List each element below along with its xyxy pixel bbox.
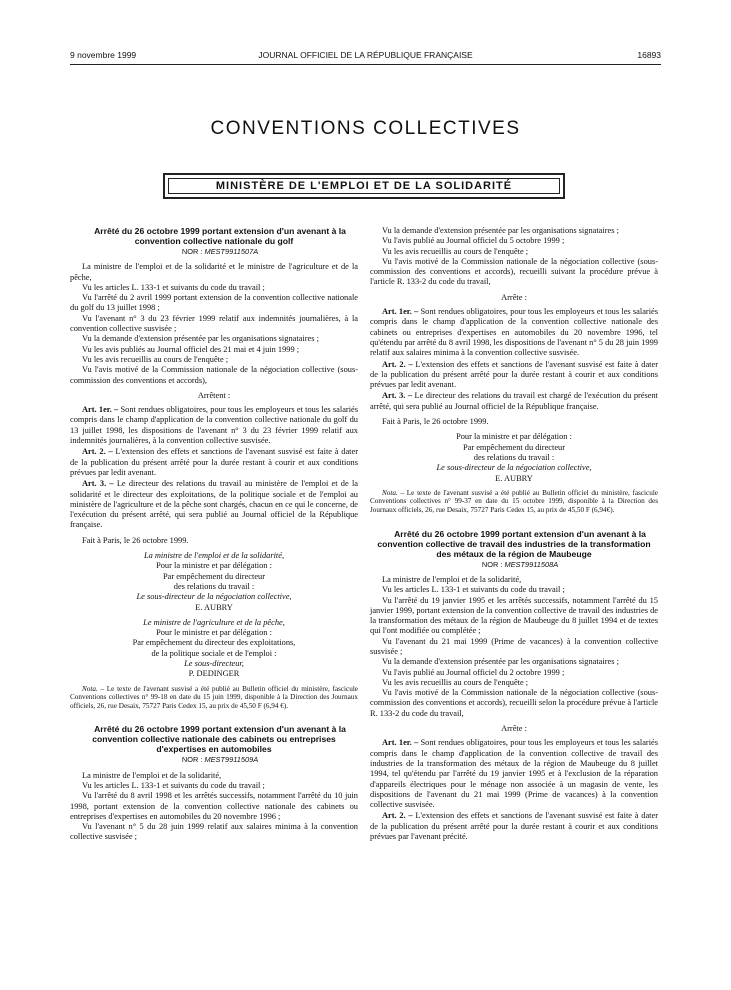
paragraph: Vu la demande d'extension présentée par les organisations signataires ; — [82, 334, 319, 344]
article-3: Art. 3. – Le directeur des relations du travail au ministère de l'emploi et de la solidarité et le directeur des exploitations, de la politique sociale et de l'emploi au ministère de l'agriculture et de la pêche sont chargés, chacun en ce qui le concerne, de l'exécution du présent arrêté, qui sera publié au Journal officiel de la République française. — [70, 479, 358, 530]
signature-line: Le sous-directeur de la négociation collective, — [136, 592, 292, 602]
done-at: Fait à Paris, le 26 octobre 1999. — [382, 417, 489, 427]
arrete-heading: Arrête : — [501, 292, 527, 302]
signature-line: Pour la ministre et par délégation : — [156, 561, 272, 571]
signature-line: Le ministre de l'agriculture et de la pêche, — [143, 617, 285, 627]
paragraph: Vu les articles L. 133-1 et suivants du code du travail ; — [382, 585, 565, 595]
article-1: Art. 1er. – Sont rendues obligatoires, pour tous les employeurs et tous les salariés compris dans le champ d'application de la convention collective de travail des industries de la transformation des métaux de la région de Maubeuge du 8 juillet 1994, tel qu'étendu par l'arrêté du 19 janvier 1995 et à l'exclusion de la réparation d'appareils électriques pour le ménage non associée à un magasin de vente, les dispositions de l'avenant du 21 mai 1999 (Prime de vacances) à la convention collective susvisée. — [370, 738, 659, 810]
signature-line: de la politique sociale et de l'emploi : — [151, 648, 277, 658]
nor-reference: NOR : MEST9911509A — [181, 755, 259, 765]
decree-title: Arrêté du 26 octobre 1999 portant extension d'un avenant à la convention collective nationale du golf — [94, 226, 346, 246]
signatory-name: E. AUBRY — [495, 473, 533, 483]
signature-line: Pour le ministre et par délégation : — [156, 628, 272, 638]
signature-line: Par empêchement du directeur des exploitations, — [132, 638, 296, 648]
paragraph: Vu l'avenant du 21 mai 1999 (Prime de vacances) à la convention collective susvisée ; — [370, 636, 658, 656]
signature-line: La ministre de l'emploi et de la solidarité, — [143, 551, 285, 561]
paragraph: Vu les avis recueillis au cours de l'enquête ; — [82, 354, 229, 364]
paragraph: Vu l'avenant n° 5 du 28 juin 1999 relatif aux salaires minima à la convention collective susvisée ; — [70, 822, 358, 842]
paragraph: Vu l'arrêté du 19 janvier 1995 et les arrêtés successifs, notamment l'arrêté du 15 janvier 1999, portant extension de la convention collective de travail des industries de la transformation des métaux de la région de Maubeuge du 8 juillet 1994 et de textes qui l'ont modifiée ou complétée ; — [370, 595, 658, 636]
article-1: Art. 1er. – Sont rendues obligatoires, pour tous les employeurs et tous les salariés compris dans le champ d'application de la convention collective nationale des cabinets ou entreprises d'expertises en automobiles du 20 novembre 1996, tel qu'étendu par arrêté du 8 avril 1998, les dispositions de l'avenant n° 5 du 28 juin 1999 relatif aux salaires minima à la convention collective susvisée. — [370, 307, 659, 358]
paragraph: La ministre de l'emploi et de la solidarité, — [82, 770, 222, 780]
signature-line: des relations du travail : — [173, 581, 255, 591]
right-column — [370, 226, 658, 842]
issue-date: 9 novembre 1999 — [70, 50, 137, 60]
paragraph: Vu les avis recueillis au cours de l'enquête ; — [382, 246, 529, 256]
page-number: 16893 — [637, 50, 661, 60]
signature-line: Par empêchement du directeur — [162, 571, 266, 581]
paragraph: Vu la demande d'extension présentée par les organisations signataires ; — [382, 226, 619, 235]
nor-reference: NOR : MEST9911507A — [181, 247, 259, 256]
nota: Nota. – Le texte de l'avenant susvisé a été publié au Bulletin officiel du ministère, fascicule Conventions collectives n° 99-37 en date du 15 octobre 1999, disponible à la Direction des Journaux officiels, 26, rue Desaix, 75727 Paris Cedex 15, au prix de 45,50 F (6,94€). — [370, 488, 659, 515]
paragraph: Vu les avis publiés au Journal officiel des 21 mai et 4 juin 1999 ; — [82, 344, 300, 354]
article-2: Art. 2. – L'extension des effets et sanctions de l'avenant susvisé est faite à dater de la publication du présent arrêté pour la durée restant à courir et aux conditions prévues par ledit avenant. — [370, 359, 658, 390]
paragraph: Vu l'avis motivé de la Commission nationale de la négociation collective (sous-commission des conventions et accords), recueilli selon la procédure prévue à l'article R. 133-2 du code du travail, — [370, 688, 658, 718]
decree-title: Arrêté du 26 octobre 1999 portant extension d'un avenant à la convention collective nationale des cabinets ou entreprises d'expertises en automobiles — [92, 724, 346, 755]
paragraph: Vu les articles L. 133-1 et suivants du code du travail ; — [82, 780, 265, 790]
arrete-heading: Arrête : — [501, 724, 527, 734]
paragraph: Vu l'avis motivé de la Commission nationale de la négociation collective (sous-commission des conventions et accords), recueilli suivant la procédure prévue à l'article R. 133-2 du code du travail, — [370, 256, 658, 287]
nota: Nota. – Le texte de l'avenant susvisé a été publié au Bulletin officiel du ministère, fascicule Conventions collectives n° 99-18 en date du 15 juin 1999, disponible à la Direction des Journaux officiels, 26, rue Desaix, 75727 Paris Cedex 15, au prix de 45,50 F (6,94 €). — [70, 684, 359, 710]
signature-line: Par empêchement du directeur — [462, 442, 566, 452]
paragraph: Vu la demande d'extension présentée par les organisations signataires ; — [382, 657, 619, 667]
section-title: CONVENTIONS COLLECTIVES — [210, 118, 521, 139]
decree-title: Arrêté du 26 octobre 1999 portant extension d'un avenant à la convention collective de travail des industries de la transformation des métaux de la région de Maubeuge — [377, 528, 651, 559]
done-at: Fait à Paris, le 26 octobre 1999. — [82, 535, 189, 545]
paragraph: Vu l'arrêté du 8 avril 1998 et les arrêtés successifs, notamment l'arrêté du 10 juin 1998, portant extension de la convention collective nationale des cabinets ou entreprises d'expertises en automobiles du 20 novembre 1996 ; — [70, 791, 358, 821]
signature-line: Pour la ministre et par délégation : — [456, 432, 572, 442]
article-3: Art. 3. – Le directeur des relations du travail est chargé de l'exécution du présent arrêté, qui sera publié au Journal officiel de la République française. — [370, 391, 659, 411]
paragraph: Vu l'avis publié au Journal officiel du 5 octobre 1999 ; — [382, 236, 565, 246]
paragraph: Vu l'avis publié au Journal officiel du 2 octobre 1999 ; — [382, 667, 565, 677]
signature-line: des relations du travail : — [473, 452, 555, 462]
arrete-heading: Arrêtent : — [197, 390, 231, 400]
running-head — [70, 50, 661, 65]
article-1: Art. 1er. – Sont rendues obligatoires, pour tous les employeurs et tous les salariés compris dans le champ d'application de la convention collective nationale du golf du 13 juillet 1998, les dispositions de l'avenant n° 3 du 23 février 1999 relatif aux indemnités journalières, à la convention collective susvisée. — [70, 405, 359, 446]
signature-line: Le sous-directeur, — [184, 658, 244, 668]
signatory-name: E. AUBRY — [195, 602, 233, 612]
paragraph: Vu l'arrêté du 2 avril 1999 portant extension de la convention collective nationale du golf du 13 juillet 1998 ; — [70, 293, 358, 313]
nor-reference: NOR : MEST9911508A — [481, 559, 559, 569]
paragraph: La ministre de l'emploi et de la solidarité, — [382, 574, 522, 584]
paragraph: Vu l'avis motivé de la Commission nationale de la négociation collective (sous-commission des conventions et accords), — [70, 365, 358, 385]
paragraph: Vu l'avenant n° 3 du 23 février 1999 relatif aux indemnités journalières, à la convention collective susvisée ; — [70, 313, 358, 334]
signature-line: Le sous-directeur de la négociation collective, — [436, 463, 592, 473]
paragraph: Vu les articles L. 133-1 et suivants du code du travail ; — [82, 282, 265, 292]
article-2: Art. 2. – L'extension des effets et sanctions de l'avenant susvisé est faite à dater de la publication du présent arrêté pour la durée restant à courir et aux conditions prévues par ledit avenant. — [70, 447, 358, 477]
paragraph: La ministre de l'emploi et de la solidarité et le ministre de l'agriculture et de la pêche, — [70, 262, 358, 282]
article-2: Art. 2. – L'extension des effets et sanctions de l'avenant susvisé est faite à dater de la publication du présent arrêté pour la durée restant à courir et aux conditions prévues par l'avenant précité. — [370, 811, 658, 842]
paragraph: Vu les avis recueillis au cours de l'enquête ; — [382, 677, 529, 687]
signatory-name: P. DEDINGER — [188, 669, 240, 679]
ministry-box — [163, 173, 565, 199]
ministry-name: MINISTÈRE DE L'EMPLOI ET DE LA SOLIDARITÉ — [168, 178, 560, 194]
journal-name: JOURNAL OFFICIEL DE LA RÉPUBLIQUE FRANÇAISE — [258, 50, 473, 60]
left-column — [70, 226, 358, 843]
